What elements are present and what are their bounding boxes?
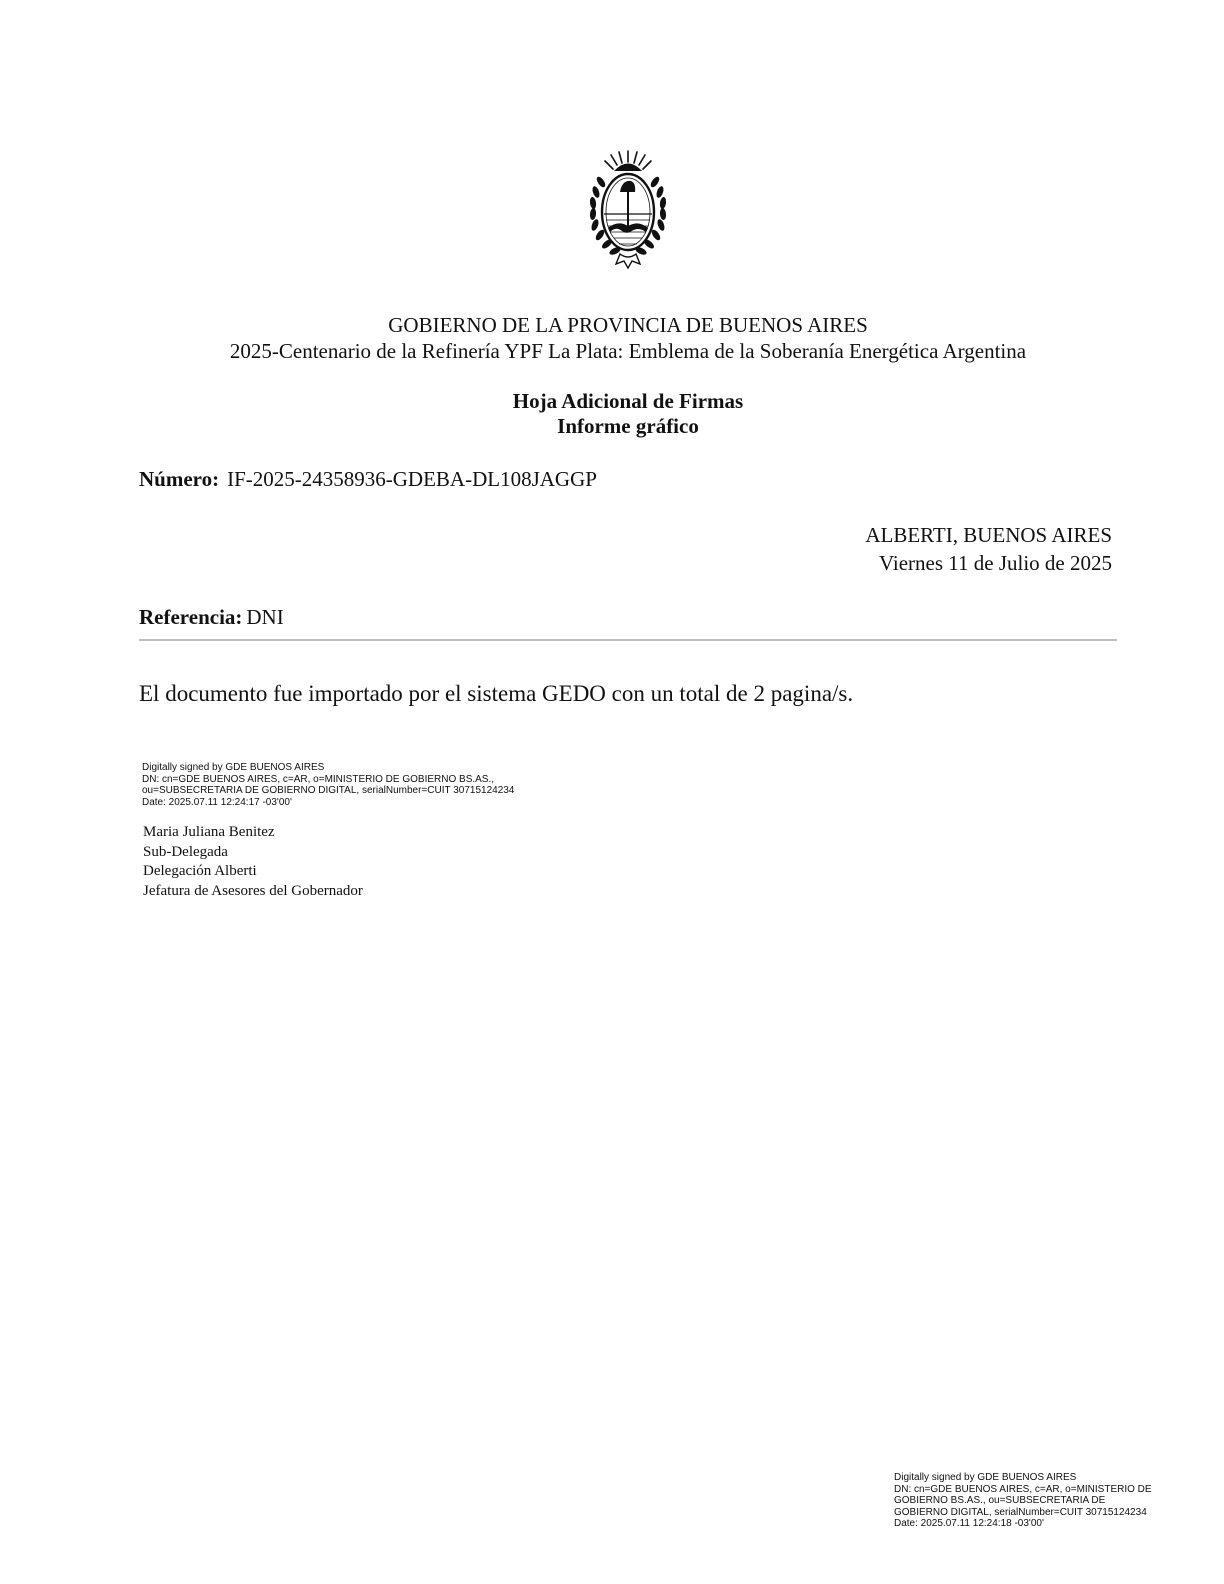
signer-block xyxy=(143,823,363,901)
motto-line: 2025-Centenario de la Refinería YPF La Plata: Emblema de la Soberanía Energética Argentina xyxy=(229,339,1027,363)
stamp-line: ou=SUBSECRETARIA DE GOBIERNO DIGITAL, serialNumber=CUIT 30715124234 xyxy=(142,785,515,796)
signer-department: Jefatura de Asesores del Gobernador xyxy=(143,882,363,899)
title-line-1: Hoja Adicional de Firmas xyxy=(512,389,744,413)
date: Viernes 11 de Julio de 2025 xyxy=(879,551,1112,575)
reference-value: DNI xyxy=(246,605,284,629)
place-date xyxy=(865,521,1112,577)
title-line-2: Informe gráfico xyxy=(557,414,699,438)
signer-name: Maria Juliana Benitez xyxy=(143,824,275,840)
document-number xyxy=(139,466,597,492)
body-paragraph: El documento fue importado por el sistema GEDO con un total de 2 pagina/s. xyxy=(139,681,854,706)
stamp-line: Date: 2025.07.11 12:24:18 -03'00' xyxy=(894,1518,1044,1529)
stamp-line: DN: cn=GDE BUENOS AIRES, c=AR, o=MINISTERIO DE xyxy=(894,1483,1152,1495)
reference-label: Referencia: xyxy=(139,605,243,629)
signer-office: Delegación Alberti xyxy=(143,863,257,879)
place: ALBERTI, BUENOS AIRES xyxy=(865,523,1112,547)
government-name: GOBIERNO DE LA PROVINCIA DE BUENOS AIRES xyxy=(388,313,868,337)
divider xyxy=(139,639,1117,641)
number-value: IF-2025-24358936-GDEBA-DL108JAGGP xyxy=(227,467,597,491)
number-label: Número: xyxy=(139,467,220,491)
coat-of-arms-icon xyxy=(584,148,672,276)
stamp-line: Date: 2025.07.11 12:24:17 -03'00' xyxy=(142,796,292,808)
document-title xyxy=(0,389,1224,439)
reference xyxy=(139,604,284,630)
stamp-line: Digitally signed by GDE BUENOS AIRES xyxy=(142,762,325,773)
signer-role: Sub-Delegada xyxy=(143,843,228,860)
digital-signature-stamp xyxy=(142,762,514,808)
stamp-line: GOBIERNO BS.AS., ou=SUBSECRETARIA DE xyxy=(894,1495,1106,1506)
document-header xyxy=(0,312,1224,364)
stamp-line: DN: cn=GDE BUENOS AIRES, c=AR, o=MINISTERIO DE GOBIERNO BS.AS., xyxy=(142,773,495,785)
stamp-line: Digitally signed by GDE BUENOS AIRES xyxy=(894,1472,1077,1483)
stamp-line: GOBIERNO DIGITAL, serialNumber=CUIT 30715124234 xyxy=(894,1506,1147,1518)
digital-signature-stamp-footer xyxy=(894,1472,1152,1530)
